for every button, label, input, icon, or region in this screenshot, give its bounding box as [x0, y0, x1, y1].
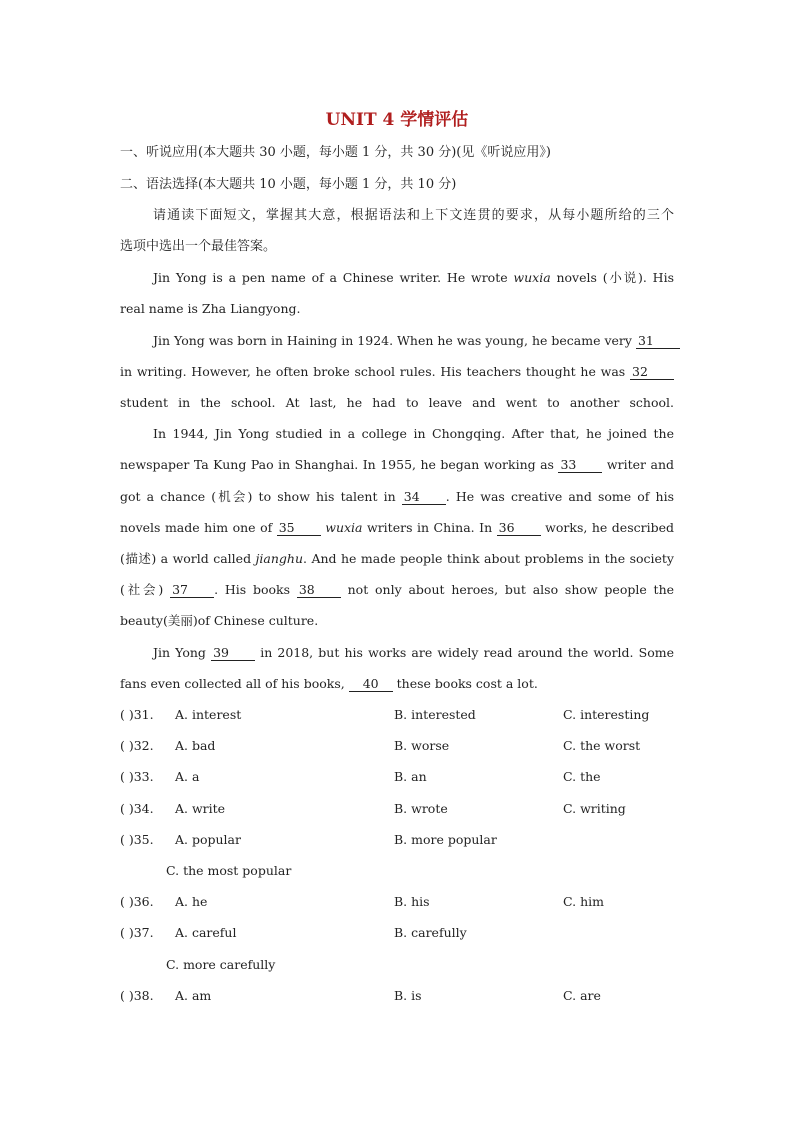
passage-p3-line-4	[120, 519, 674, 537]
option-c[interactable]: C. more carefully	[166, 957, 276, 972]
section-heading-grammar: 二、语法选择(本大题共 10 小题，每小题 1 分，共 10 分)	[120, 177, 457, 192]
italic-term: wuxia	[513, 270, 551, 285]
passage-p3-line-5	[120, 550, 674, 568]
blank-37[interactable]: 37	[170, 583, 214, 598]
text: Jin Yong was born in Haining in 1924. When he was young, he became very	[153, 333, 636, 348]
text: not only about heroes, but also show people the	[340, 582, 675, 597]
passage-p2-line-2	[120, 363, 674, 381]
blank-34[interactable]: 34	[402, 490, 446, 505]
question-number[interactable]: ( )37.	[120, 925, 154, 940]
blank-32[interactable]: 32	[630, 365, 674, 380]
passage-p3-line-1: In 1944, Jin Yong studied in a college in Chongqing. After that, he joined the	[153, 426, 674, 441]
option-c[interactable]: C. the	[563, 769, 601, 784]
option-c[interactable]: C. the worst	[563, 738, 641, 753]
text: in writing. However, he often broke school rules. His teachers thought he was	[120, 364, 630, 379]
blank-40[interactable]: 40	[349, 677, 393, 692]
text: works, he described	[540, 520, 674, 535]
option-b[interactable]: B. carefully	[394, 925, 467, 940]
question-number[interactable]: ( )34.	[120, 801, 154, 816]
text: novels (小说). His	[550, 270, 674, 285]
question-number[interactable]: ( )38.	[120, 988, 154, 1003]
text: Jin Yong is a pen name of a Chinese writer. He wrote	[153, 270, 514, 285]
blank-33[interactable]: 33	[558, 458, 602, 473]
text: got a chance (机会) to show his talent in	[120, 489, 402, 504]
text: newspaper Ta Kung Pao in Shanghai. In 1955, he began working as	[120, 457, 559, 472]
option-a[interactable]: A. write	[175, 801, 226, 816]
passage-p1-line-2: real name is Zha Liangyong.	[120, 301, 301, 316]
question-number[interactable]: ( )31.	[120, 707, 154, 722]
page-title: UNIT 4 学情评估	[325, 110, 469, 130]
option-b[interactable]: B. is	[394, 988, 422, 1003]
passage-p3-line-3	[120, 488, 674, 506]
passage-p3-line-6	[120, 581, 674, 599]
question-number[interactable]: ( )32.	[120, 738, 154, 753]
option-a[interactable]: A. he	[175, 894, 208, 909]
option-c[interactable]: C. the most popular	[166, 863, 292, 878]
passage-p3-line-7: beauty(美丽)of Chinese culture.	[120, 613, 319, 628]
text: fans even collected all of his books,	[120, 676, 349, 691]
option-b[interactable]: B. his	[394, 894, 430, 909]
question-number[interactable]: ( )33.	[120, 769, 154, 784]
text: . And he made people think about problems in the society	[303, 551, 674, 566]
option-a[interactable]: A. careful	[175, 925, 237, 940]
text: writer and	[602, 457, 674, 472]
passage-p3-line-2	[120, 456, 674, 474]
option-c[interactable]: C. him	[563, 894, 604, 909]
instruction-line-2: 选项中选出一个最佳答案。	[120, 239, 277, 254]
passage-p1-line-1	[153, 269, 674, 287]
blank-31[interactable]: 31	[636, 334, 680, 349]
passage-p2-line-1	[153, 332, 674, 350]
option-b[interactable]: B. worse	[394, 738, 450, 753]
option-b[interactable]: B. interested	[394, 707, 476, 722]
question-number[interactable]: ( )35.	[120, 832, 154, 847]
blank-36[interactable]: 36	[497, 521, 541, 536]
text: (描述) a world called	[120, 551, 256, 566]
option-a[interactable]: A. am	[175, 988, 212, 1003]
question-number[interactable]: ( )36.	[120, 894, 154, 909]
option-a[interactable]: A. popular	[175, 832, 241, 847]
option-a[interactable]: A. interest	[175, 707, 242, 722]
text: in 2018, but his works are widely read around the world. Some	[255, 645, 675, 660]
option-b[interactable]: B. more popular	[394, 832, 497, 847]
text: . He was creative and some of his	[445, 489, 674, 504]
blank-39[interactable]: 39	[211, 646, 255, 661]
option-c[interactable]: C. are	[563, 988, 601, 1003]
text: . His books	[214, 582, 297, 597]
blank-35[interactable]: 35	[277, 521, 321, 536]
option-a[interactable]: A. a	[175, 769, 200, 784]
text: novels made him one of	[120, 520, 277, 535]
option-b[interactable]: B. wrote	[394, 801, 448, 816]
passage-p2-line-3: student in the school. At last, he had to leave and went to another school.	[120, 395, 674, 410]
instruction-line-1: 请通读下面短文，掌握其大意，根据语法和上下文连贯的要求，从每小题所给的三个	[153, 208, 674, 223]
passage-p4-line-1	[153, 644, 674, 662]
italic-term: wuxia	[325, 520, 363, 535]
section-heading-listening: 一、听说应用(本大题共 30 小题，每小题 1 分，共 30 分)(见《听说应用》)	[120, 145, 551, 160]
text: writers in China. In	[362, 520, 497, 535]
italic-term: jianghu	[255, 551, 304, 566]
text: Jin Yong	[153, 645, 212, 660]
passage-p4-line-2	[120, 675, 674, 693]
option-a[interactable]: A. bad	[175, 738, 216, 753]
option-b[interactable]: B. an	[394, 769, 427, 784]
option-c[interactable]: C. interesting	[563, 707, 650, 722]
blank-38[interactable]: 38	[297, 583, 341, 598]
text: these books cost a lot.	[392, 676, 538, 691]
text: (社会)	[120, 582, 171, 597]
option-c[interactable]: C. writing	[563, 801, 626, 816]
